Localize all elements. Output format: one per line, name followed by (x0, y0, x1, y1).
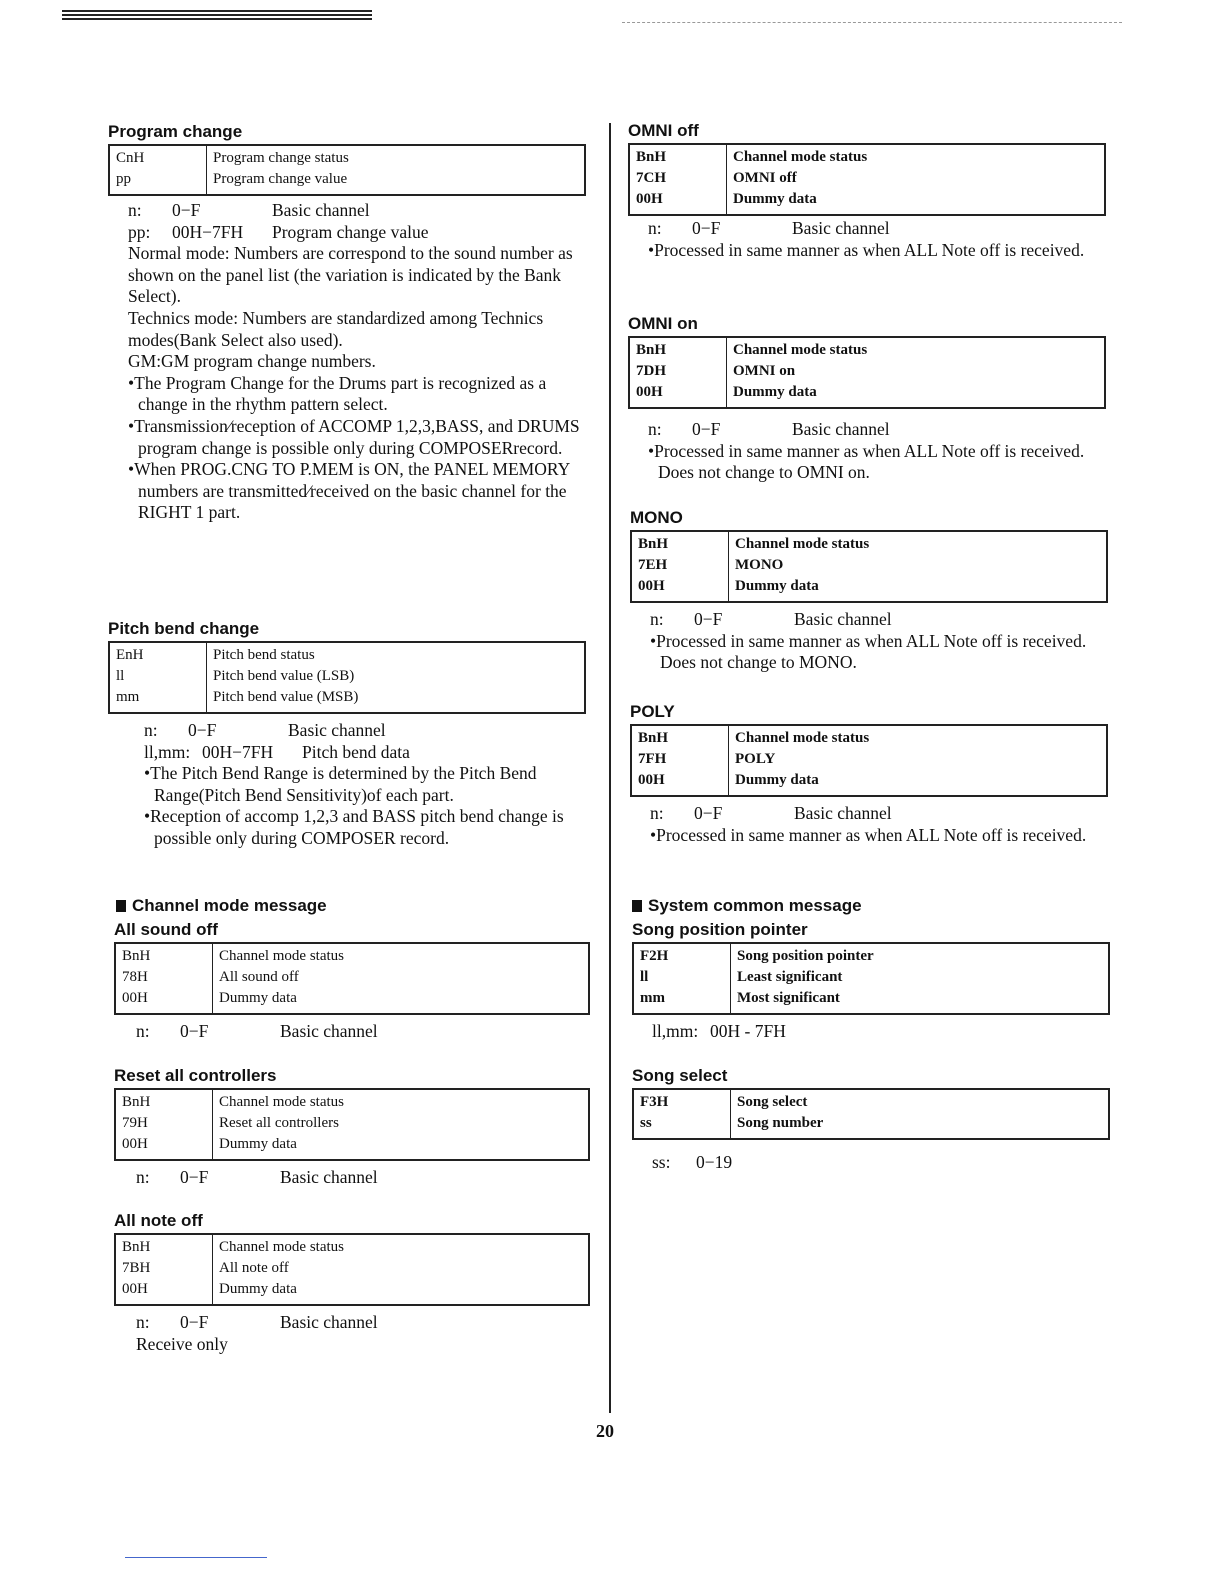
byte-value: CnH (109, 145, 207, 169)
byte-description: Dummy data (219, 1136, 297, 1152)
byte-value: 79H (115, 1113, 213, 1134)
bullet-list (648, 240, 1106, 262)
param-list (144, 720, 586, 763)
byte-description: Most significant (737, 990, 840, 1006)
column-divider (609, 123, 611, 1413)
byte-value: 7EH (631, 555, 729, 576)
param-description: Basic channel (280, 1312, 378, 1332)
param-description: Basic channel (794, 803, 892, 823)
param-list (650, 609, 1108, 631)
section-title: All sound off (114, 920, 218, 939)
byte-description: MONO (735, 557, 784, 573)
table-row (115, 988, 589, 1014)
byte-description: Dummy data (219, 1281, 297, 1297)
param-description: Basic channel (280, 1021, 378, 1041)
byte-value: mm (109, 687, 207, 713)
byte-value: EnH (109, 642, 207, 666)
section-poly (630, 702, 1108, 846)
byte-description: OMNI off (733, 170, 797, 186)
table-row (115, 1234, 589, 1258)
param-name: n: (136, 1312, 150, 1332)
byte-value: ll (109, 666, 207, 687)
header-rule-decoration (62, 10, 372, 22)
byte-value: ll (633, 967, 731, 988)
param-range: 0−F (694, 803, 723, 823)
param-range: 00H−7FH (172, 221, 244, 242)
message-table (114, 942, 590, 1015)
param-description: Basic channel (272, 200, 370, 220)
page-number: 20 (596, 1421, 614, 1441)
table-row (115, 967, 589, 988)
section-pitch-bend (108, 619, 586, 850)
footer-rule (125, 1557, 267, 1558)
byte-value: BnH (115, 1234, 213, 1258)
param-name: ss: (652, 1152, 671, 1172)
section-heading-system-common (632, 896, 1110, 916)
param-line (144, 720, 586, 742)
section-title: Song position pointer (632, 920, 808, 939)
byte-value: 78H (115, 967, 213, 988)
param-list (136, 1312, 590, 1334)
byte-value: 7CH (629, 168, 727, 189)
section-omni-off (628, 121, 1106, 261)
byte-description: Least significant (737, 969, 843, 985)
byte-description: Channel mode status (733, 342, 868, 358)
section-mono (630, 508, 1108, 674)
byte-description: OMNI on (733, 363, 796, 379)
bullet-item: •When PROG.CNG TO P.MEM is ON, the PANEL MEMORY numbers are transmitted∕received on the basic channel for the RIGHT 1 part. (128, 459, 570, 523)
section-omni-on (628, 314, 1106, 484)
table-row (629, 382, 1105, 408)
message-table (628, 143, 1106, 216)
section-title: Song select (632, 1066, 728, 1085)
byte-description: Song position pointer (737, 948, 874, 964)
param-line (136, 1167, 590, 1189)
byte-description: Program change value (213, 171, 348, 187)
message-table (114, 1088, 590, 1161)
param-range: 0−F (692, 419, 721, 439)
byte-description: POLY (735, 751, 776, 767)
table-row (109, 145, 585, 169)
table-row (115, 1113, 589, 1134)
heading-text: System common message (648, 896, 862, 915)
table-row (629, 144, 1105, 168)
param-name: ll,mm: (652, 1021, 699, 1041)
section-body (114, 1167, 590, 1189)
byte-description: Program change status (213, 150, 349, 166)
section-song-select (632, 1066, 1110, 1174)
table-row (633, 943, 1109, 967)
section-title: Program change (108, 122, 243, 141)
table-row (109, 169, 585, 195)
byte-description: Pitch bend value (MSB) (213, 689, 359, 705)
byte-description: Song select (737, 1094, 808, 1110)
param-list (136, 1021, 590, 1043)
bullet-item: •Processed in same manner as when ALL Note off is received. (648, 239, 1085, 260)
bullet-list (650, 825, 1108, 847)
byte-value: ss (633, 1113, 731, 1139)
table-row (631, 576, 1107, 602)
byte-description: Dummy data (733, 191, 817, 207)
table-row (115, 1089, 589, 1113)
section-program-change (108, 122, 586, 524)
param-description: Basic channel (280, 1167, 378, 1187)
table-row (633, 988, 1109, 1014)
byte-value: F2H (633, 943, 731, 967)
byte-value: BnH (115, 943, 213, 967)
table-row (631, 749, 1107, 770)
byte-value: BnH (631, 531, 729, 555)
section-body (628, 218, 1106, 261)
table-row (115, 1279, 589, 1305)
byte-value: pp (109, 169, 207, 195)
byte-value: mm (633, 988, 731, 1014)
param-range: 0−F (692, 218, 721, 238)
section-title: POLY (630, 702, 675, 721)
byte-description: Reset all controllers (219, 1115, 339, 1131)
param-line (144, 742, 586, 764)
param-line (650, 803, 1108, 825)
heading-square-icon (116, 900, 126, 912)
table-row (109, 642, 585, 666)
heading-square-icon (632, 900, 642, 912)
byte-value: 00H (115, 988, 213, 1014)
param-range: 0−F (180, 1167, 209, 1187)
param-description: Pitch bend data (302, 741, 410, 762)
bullet-list (128, 373, 586, 524)
param-line (136, 1312, 590, 1334)
param-range: 0−F (180, 1312, 209, 1332)
note-paragraph: GM:GM program change numbers. (128, 351, 376, 372)
bullet-item: •Processed in same manner as when ALL Note off is received. Does not change to OMNI on. (648, 440, 1085, 483)
param-list (648, 218, 1106, 240)
bullet-item: •Processed in same manner as when ALL Note off is received. Does not change to MONO. (650, 630, 1087, 673)
param-description: Basic channel (792, 218, 890, 238)
table-row (629, 337, 1105, 361)
section-all-note-off (114, 1211, 590, 1355)
bullet-list (650, 631, 1108, 674)
note-list (128, 243, 586, 373)
table-row (633, 1089, 1109, 1113)
bullet-item: •Transmission∕reception of ACCOMP 1,2,3,BASS, and DRUMS program change is possible only during COMPOSERrecord. (128, 415, 580, 458)
byte-value: 7DH (629, 361, 727, 382)
byte-value: BnH (631, 725, 729, 749)
param-description: Program change value (272, 221, 429, 242)
param-name: n: (128, 200, 142, 220)
param-line (128, 200, 586, 222)
table-row (631, 725, 1107, 749)
byte-value: BnH (115, 1089, 213, 1113)
param-range: 00H - 7FH (710, 1021, 786, 1041)
message-table (630, 530, 1108, 603)
section-title: MONO (630, 508, 683, 527)
byte-value: 00H (629, 382, 727, 408)
param-list (128, 200, 586, 243)
byte-description: Channel mode status (219, 1239, 344, 1255)
bullet-item: •Processed in same manner as when ALL Note off is received. (650, 824, 1087, 845)
table-row (633, 1113, 1109, 1139)
param-list (136, 1167, 590, 1189)
message-table (630, 724, 1108, 797)
byte-description: Channel mode status (735, 536, 870, 552)
byte-description: Channel mode status (219, 948, 344, 964)
section-body (108, 200, 586, 524)
byte-description: Pitch bend value (LSB) (213, 668, 355, 684)
table-row (109, 666, 585, 687)
table-row (631, 770, 1107, 796)
section-body (632, 1021, 1110, 1043)
section-heading-channel-mode (116, 896, 594, 916)
section-title: Pitch bend change (108, 619, 260, 638)
bullet-item: •The Program Change for the Drums part is recognized as a change in the rhythm pattern select. (128, 372, 547, 415)
table-row (629, 361, 1105, 382)
param-name: n: (136, 1021, 150, 1041)
param-name: n: (136, 1167, 150, 1187)
section-body (114, 1312, 590, 1355)
param-line (648, 419, 1106, 441)
message-table (108, 144, 586, 196)
receive-only-note: Receive only (136, 1333, 228, 1354)
param-line (652, 1021, 1110, 1043)
section-title: All note off (114, 1211, 203, 1230)
header-dashed-rule (622, 22, 1122, 23)
byte-value: 7FH (631, 749, 729, 770)
byte-value: 00H (631, 770, 729, 796)
byte-description: Dummy data (733, 384, 817, 400)
bullet-list (648, 441, 1106, 484)
byte-description: Channel mode status (219, 1094, 344, 1110)
param-name: n: (648, 419, 662, 439)
byte-value: 00H (115, 1279, 213, 1305)
table-row (633, 967, 1109, 988)
bullet-item: •Reception of accomp 1,2,3 and BASS pitch bend change is possible only during COMPOSER record. (144, 806, 564, 848)
byte-value: BnH (629, 144, 727, 168)
byte-value: 00H (629, 189, 727, 215)
byte-description: Song number (737, 1115, 824, 1131)
param-line (648, 218, 1106, 240)
section-all-sound-off (114, 920, 590, 1043)
param-list (648, 419, 1106, 441)
param-description: Basic channel (792, 419, 890, 439)
byte-description: All note off (219, 1260, 289, 1276)
param-name: ll,mm: (144, 741, 191, 762)
param-range: 0−F (172, 200, 201, 220)
message-table (108, 641, 586, 714)
section-reset-all (114, 1066, 590, 1189)
section-title: OMNI off (628, 121, 699, 140)
byte-value: 7BH (115, 1258, 213, 1279)
table-row (629, 189, 1105, 215)
heading-text: Channel mode message (132, 896, 327, 915)
section-title: OMNI on (628, 314, 698, 333)
message-table (114, 1233, 590, 1306)
table-row (115, 1258, 589, 1279)
message-table (632, 942, 1110, 1015)
section-body (630, 803, 1108, 846)
bullet-item: •The Pitch Bend Range is determined by the Pitch Bend Range(Pitch Bend Sensitivity)of each part. (144, 763, 537, 805)
param-name: n: (650, 803, 664, 823)
section-title: Reset all controllers (114, 1066, 277, 1085)
table-row (109, 687, 585, 713)
byte-description: Channel mode status (735, 730, 870, 746)
param-range: 0−F (180, 1021, 209, 1041)
param-name: n: (144, 720, 158, 740)
table-row (115, 943, 589, 967)
table-row (631, 531, 1107, 555)
byte-description: Channel mode status (733, 149, 868, 165)
param-range: 0−F (694, 609, 723, 629)
param-line (652, 1152, 1110, 1174)
param-name: n: (650, 609, 664, 629)
byte-value: 00H (115, 1134, 213, 1160)
section-body (632, 1152, 1110, 1174)
param-list (650, 803, 1108, 825)
param-name: n: (648, 218, 662, 238)
param-range: 0−19 (696, 1152, 733, 1172)
param-description: Basic channel (288, 720, 386, 740)
param-line (128, 222, 586, 244)
byte-description: Dummy data (735, 772, 819, 788)
bullet-list (144, 763, 586, 849)
param-line (136, 1021, 590, 1043)
note-paragraph: Normal mode: Numbers are correspond to the sound number as shown on the panel list (the variation is indicated by the Bank Select). (128, 243, 573, 307)
param-range: 0−F (188, 720, 217, 740)
message-table (628, 336, 1106, 409)
section-song-position (632, 920, 1110, 1043)
table-row (629, 168, 1105, 189)
param-list (652, 1021, 1110, 1043)
section-body (628, 419, 1106, 484)
byte-value: 00H (631, 576, 729, 602)
param-list (652, 1152, 1110, 1174)
param-name: pp: (128, 221, 151, 242)
section-body (108, 720, 586, 850)
byte-description: Dummy data (735, 578, 819, 594)
byte-description: All sound off (219, 969, 299, 985)
section-body (630, 609, 1108, 674)
byte-value: F3H (633, 1089, 731, 1113)
param-range: 00H−7FH (202, 741, 274, 762)
section-body (114, 1021, 590, 1043)
message-table (632, 1088, 1110, 1140)
param-description: Basic channel (794, 609, 892, 629)
table-row (115, 1134, 589, 1160)
param-line (650, 609, 1108, 631)
byte-description: Dummy data (219, 990, 297, 1006)
table-row (631, 555, 1107, 576)
note-paragraph: Technics mode: Numbers are standardized among Technics modes(Bank Select also used). (128, 307, 544, 350)
byte-description: Pitch bend status (213, 647, 315, 663)
byte-value: BnH (629, 337, 727, 361)
